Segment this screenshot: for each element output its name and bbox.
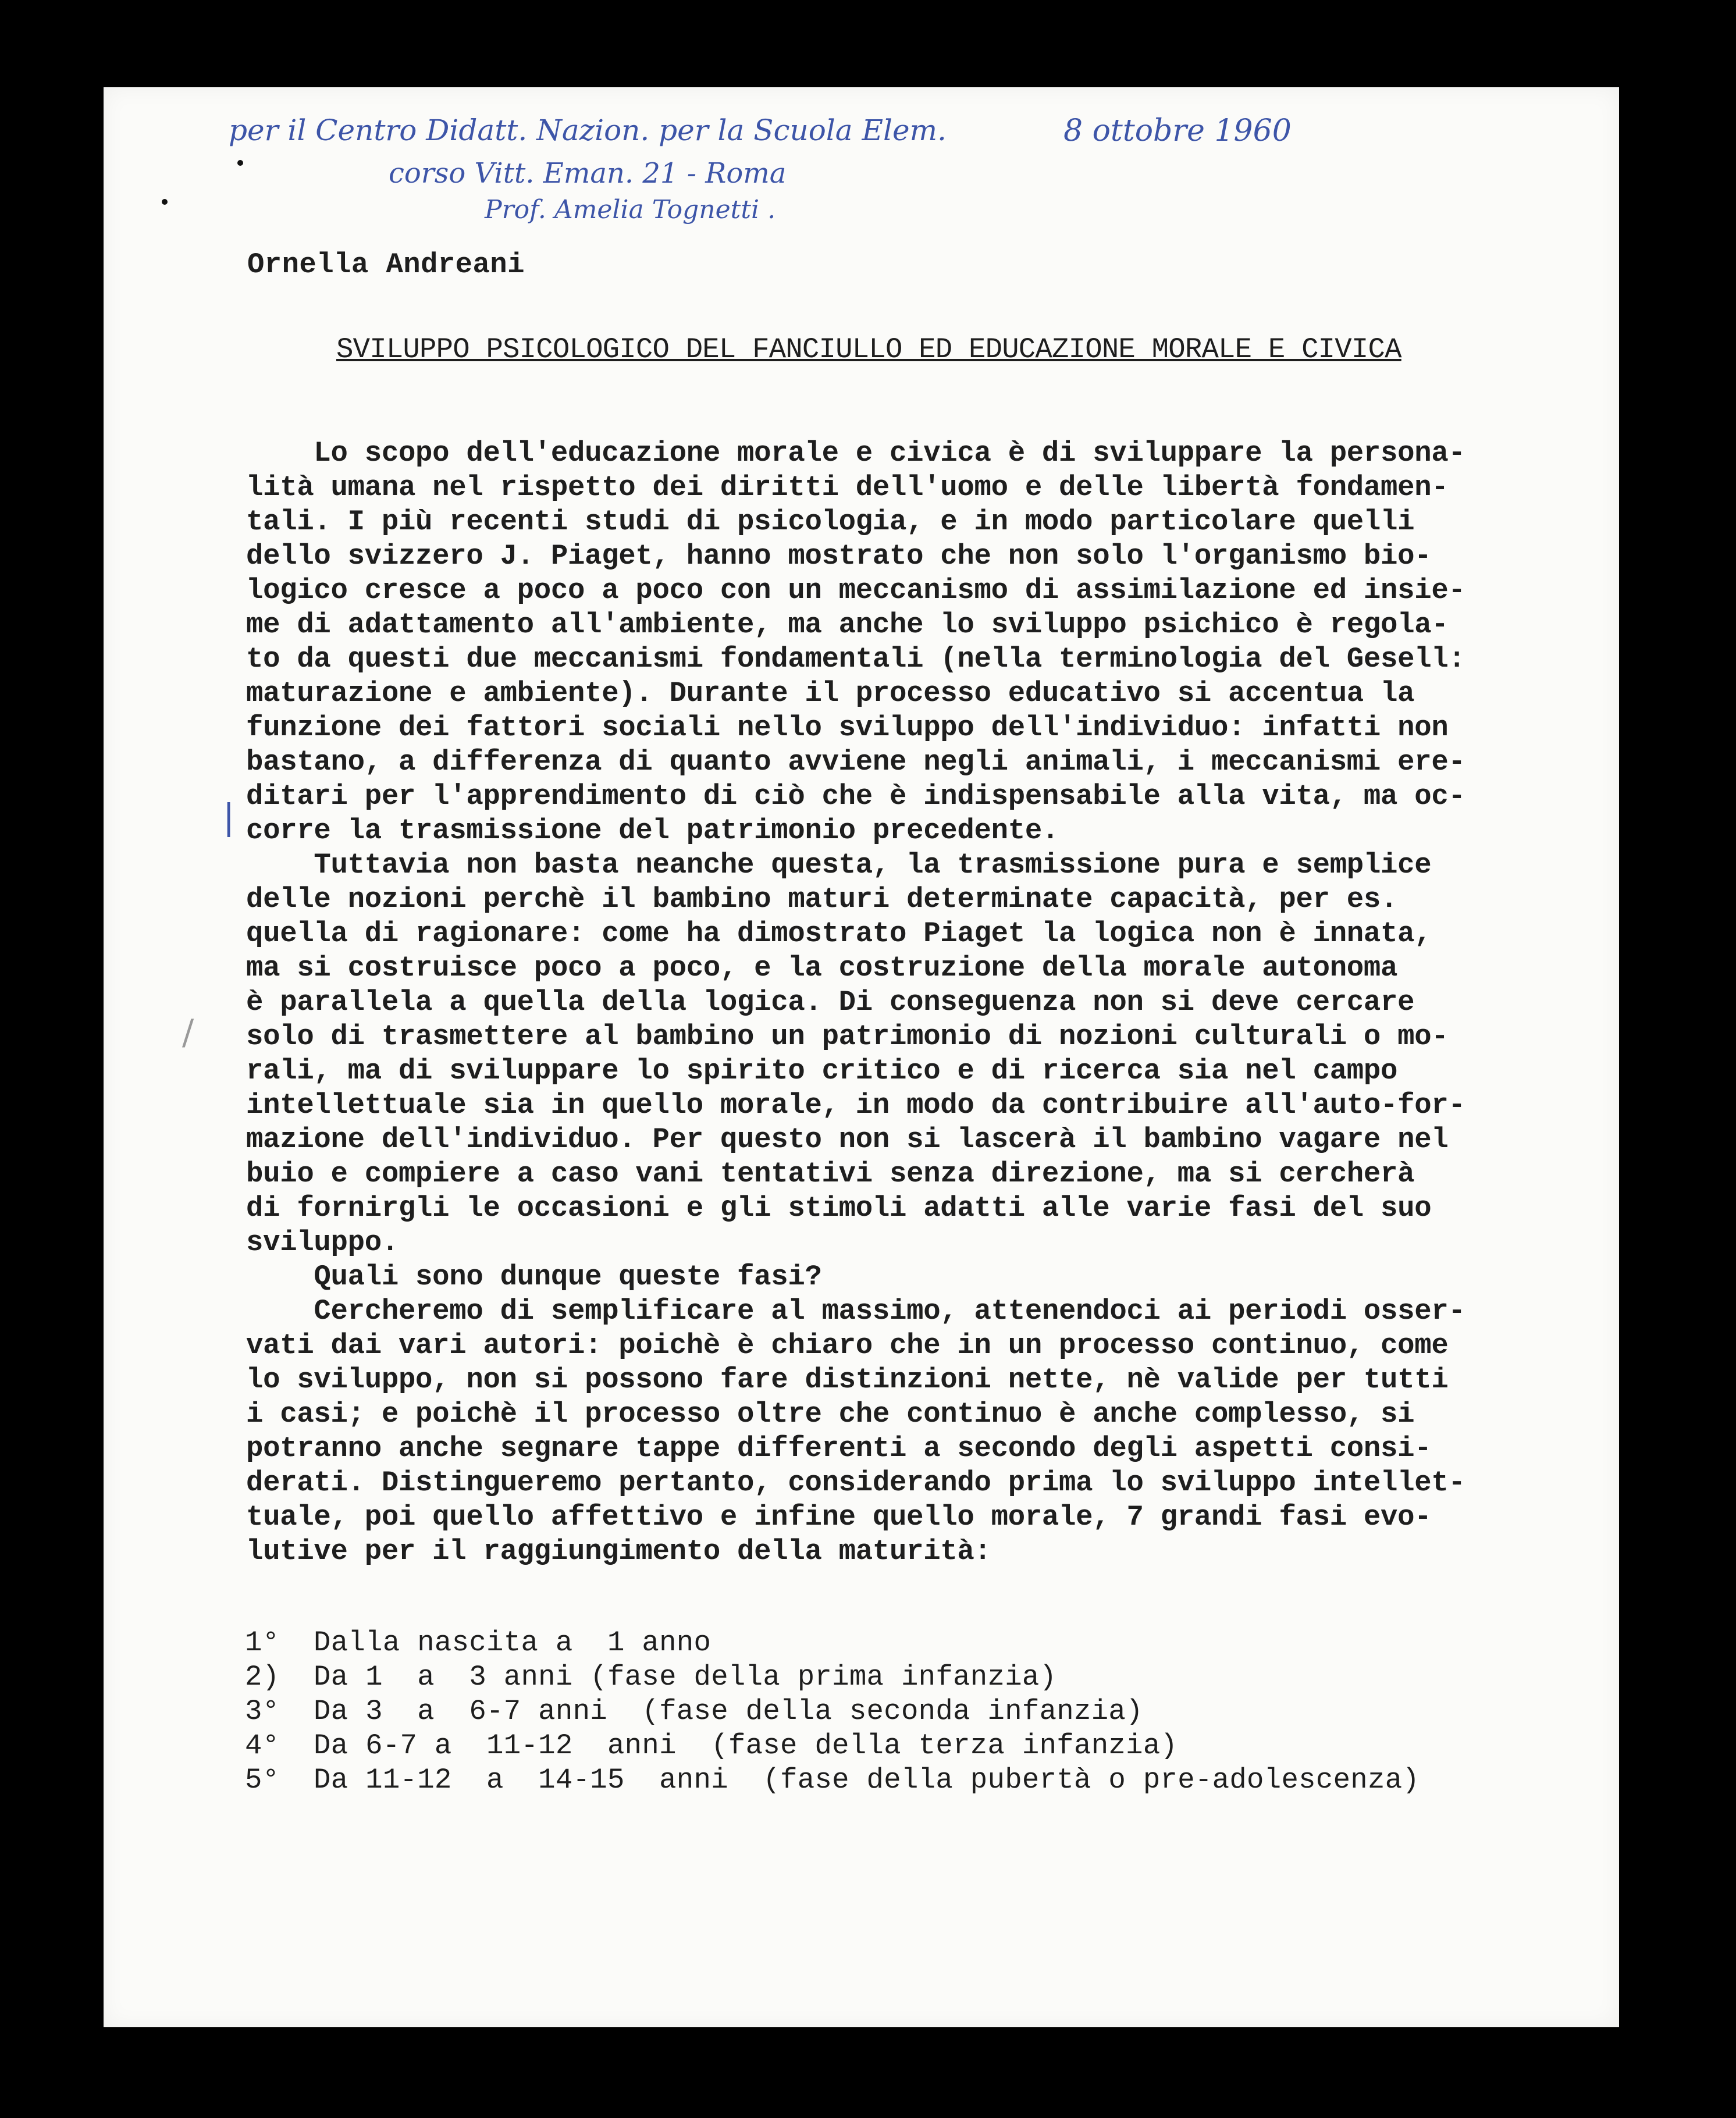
body-line: lo sviluppo, non si possono fare distinzioni nette, nè valide per tutti (246, 1364, 1449, 1396)
body-line: delle nozioni perchè il bambino maturi determinate capacità, per es. (246, 883, 1398, 916)
margin-pencil-mark: / (182, 1012, 194, 1053)
body-line: sviluppo. (246, 1226, 399, 1259)
body-line: lità umana nel rispetto dei diritti dell'uomo e delle libertà fondamen- (246, 471, 1449, 504)
phase-item (245, 1660, 1420, 1695)
body-line: è parallela a quella della logica. Di conseguenza non si deve cercare (246, 986, 1415, 1019)
phase-list (245, 1626, 1420, 1797)
phase-text: Da 6-7 a 11-12 anni (fase della terza infanzia) (314, 1729, 1178, 1762)
body-line: quella di ragionare: come ha dimostrato Piaget la logica non è innata, (246, 917, 1432, 950)
phase-number: 1° (245, 1626, 280, 1659)
ink-speck (162, 199, 168, 205)
body-line: Cercheremo di semplificare al massimo, attenendoci ai periodi osser- (246, 1295, 1465, 1327)
phase-item (245, 1626, 1420, 1660)
author-name: Ornella Andreani (247, 248, 525, 281)
body-line: Quali sono dunque queste fasi? (246, 1261, 822, 1293)
document-title: SVILUPPO PSICOLOGICO DEL FANCIULLO ED EDUCAZIONE MORALE E CIVICA (336, 333, 1401, 366)
body-line: solo di trasmettere al bambino un patrimonio di nozioni culturali o mo- (246, 1020, 1449, 1053)
phase-text: Dalla nascita a 1 anno (314, 1626, 712, 1659)
body-line: ma si costruisce poco a poco, e la costruzione della morale autonoma (246, 952, 1398, 984)
handwritten-date: 8 ottobre 1960 (1063, 113, 1292, 148)
body-line: logico cresce a poco a poco con un meccanismo di assimilazione ed insie- (246, 574, 1465, 607)
body-line: di fornirgli le occasioni e gli stimoli adatti alle varie fasi del suo (246, 1192, 1432, 1224)
body-line: derati. Distingueremo pertanto, considerando prima lo sviluppo intellet- (246, 1466, 1465, 1499)
margin-pencil-mark: | (223, 797, 235, 838)
body-line: me di adattamento all'ambiente, ma anche lo sviluppo psichico è regola- (246, 608, 1449, 641)
phase-text: Da 11-12 a 14-15 anni (fase della pubertà o pre-adolescenza) (314, 1764, 1420, 1796)
phase-number: 4° (245, 1729, 280, 1762)
body-line: maturazione e ambiente). Durante il processo educativo si accentua la (246, 677, 1415, 710)
body-line: tuale, poi quello affettivo e infine quello morale, 7 grandi fasi evo- (246, 1501, 1432, 1533)
phase-number: 5° (245, 1764, 280, 1796)
handwritten-address-line-2: corso Vitt. Eman. 21 - Roma (389, 157, 787, 190)
body-line: intellettuale sia in quello morale, in modo da contribuire all'auto-for- (246, 1089, 1465, 1122)
body-line: bastano, a differenza di quanto avviene negli animali, i meccanismi ere- (246, 746, 1465, 778)
phase-item (245, 1695, 1420, 1729)
body-line: dello svizzero J. Piaget, hanno mostrato che non solo l'organismo bio- (246, 540, 1432, 572)
phase-text: Da 3 a 6-7 anni (fase della seconda infanzia) (314, 1695, 1143, 1728)
body-line: rali, ma di sviluppare lo spirito critico e di ricerca sia nel campo (246, 1055, 1398, 1087)
ink-speck (237, 160, 243, 166)
body-line: vati dai vari autori: poichè è chiaro che in un processo continuo, come (246, 1329, 1449, 1362)
body-line: Lo scopo dell'educazione morale e civica è di sviluppare la persona- (246, 437, 1465, 469)
body-line: potranno anche segnare tappe differenti a secondo degli aspetti consi- (246, 1432, 1432, 1465)
body-line: lutive per il raggiungimento della maturità: (246, 1535, 991, 1568)
phase-number: 2) (245, 1661, 280, 1693)
body-text (246, 436, 1465, 1569)
body-line: i casi; e poichè il processo oltre che continuo è anche complesso, si (246, 1398, 1415, 1430)
body-line: ditari per l'apprendimento di ciò che è indispensabile alla vita, ma oc- (246, 780, 1465, 813)
phase-item (245, 1729, 1420, 1763)
body-line: tali. I più recenti studi di psicologia, e in modo particolare quelli (246, 506, 1415, 538)
body-line: Tuttavia non basta neanche questa, la trasmissione pura e semplice (246, 849, 1432, 881)
phase-number: 3° (245, 1695, 280, 1728)
body-line: corre la trasmissione del patrimonio precedente. (246, 814, 1059, 847)
body-line: mazione dell'individuo. Per questo non si lascerà il bambino vagare nel (246, 1123, 1449, 1156)
body-line: buio e compiere a caso vani tentativi senza direzione, ma si cercherà (246, 1158, 1415, 1190)
phase-text: Da 1 a 3 anni (fase della prima infanzia) (314, 1661, 1057, 1693)
phase-item (245, 1763, 1420, 1797)
body-line: to da questi due meccanismi fondamentali (nella terminologia del Gesell: (246, 643, 1465, 675)
handwritten-address-line-3: Prof. Amelia Tognetti . (485, 195, 776, 225)
handwritten-address-line-1: per il Centro Didatt. Nazion. per la Scuola Elem. (229, 113, 947, 147)
typed-page (104, 87, 1619, 2027)
body-line: funzione dei fattori sociali nello sviluppo dell'individuo: infatti non (246, 711, 1449, 744)
